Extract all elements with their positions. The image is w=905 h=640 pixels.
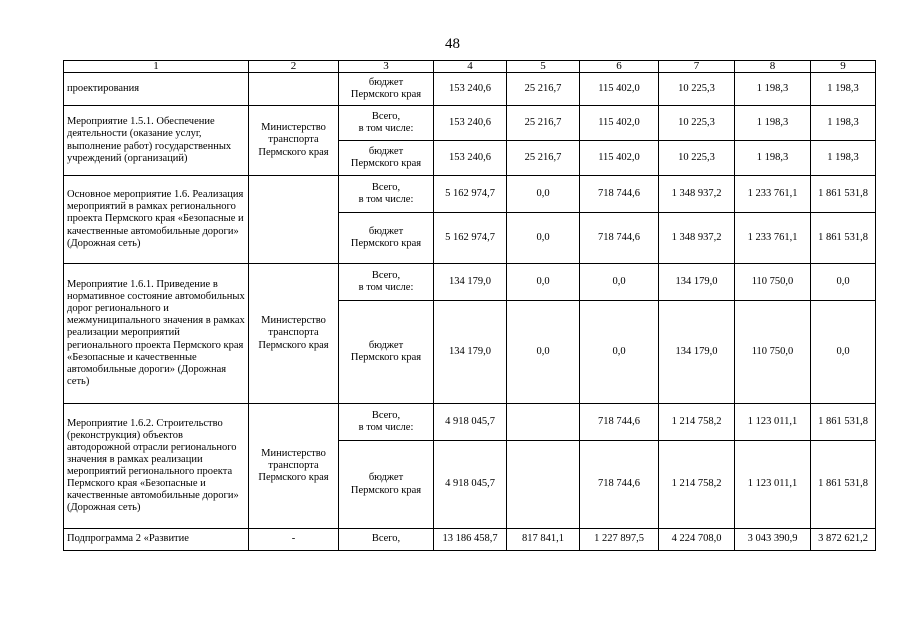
value-cell: 110 750,0 — [735, 301, 811, 404]
value-cell: 1 198,3 — [735, 73, 811, 106]
value-cell: 0,0 — [507, 301, 580, 404]
value-cell: 718 744,6 — [580, 213, 659, 264]
column-header: 8 — [735, 61, 811, 73]
value-cell: 1 198,3 — [811, 73, 876, 106]
funding-source: Всего, в том числе: — [339, 264, 434, 301]
value-cell: 115 402,0 — [580, 73, 659, 106]
value-cell: 1 233 761,1 — [735, 176, 811, 213]
value-cell: 1 198,3 — [811, 106, 876, 141]
value-cell: 110 750,0 — [735, 264, 811, 301]
funding-source: бюджет Пермского края — [339, 213, 434, 264]
value-cell: 0,0 — [811, 264, 876, 301]
value-cell: 13 186 458,7 — [434, 529, 507, 551]
executor — [249, 73, 339, 106]
value-cell: 0,0 — [507, 264, 580, 301]
value-cell: 1 198,3 — [735, 141, 811, 176]
value-cell: 153 240,6 — [434, 141, 507, 176]
value-cell: 1 861 531,8 — [811, 176, 876, 213]
executor — [249, 176, 339, 264]
table-row — [64, 176, 876, 213]
activity-name: Мероприятие 1.5.1. Обеспечение деятельности (оказание услуг, выполнение работ) государственных учреждений (организаций) — [64, 106, 249, 176]
column-header: 1 — [64, 61, 249, 73]
funding-source: Всего, в том числе: — [339, 106, 434, 141]
value-cell: 10 225,3 — [659, 73, 735, 106]
column-header: 4 — [434, 61, 507, 73]
value-cell: 153 240,6 — [434, 73, 507, 106]
value-cell: 1 348 937,2 — [659, 213, 735, 264]
value-cell: 4 918 045,7 — [434, 404, 507, 441]
funding-source: бюджет Пермского края — [339, 441, 434, 529]
value-cell: 10 225,3 — [659, 106, 735, 141]
column-header: 9 — [811, 61, 876, 73]
column-number-row — [64, 61, 876, 73]
value-cell: 0,0 — [507, 213, 580, 264]
value-cell: 25 216,7 — [507, 73, 580, 106]
value-cell: 1 348 937,2 — [659, 176, 735, 213]
value-cell: 1 861 531,8 — [811, 213, 876, 264]
value-cell: 1 198,3 — [811, 141, 876, 176]
value-cell — [507, 404, 580, 441]
value-cell: 134 179,0 — [434, 301, 507, 404]
funding-source: Всего, — [339, 529, 434, 551]
value-cell: 718 744,6 — [580, 176, 659, 213]
column-header: 2 — [249, 61, 339, 73]
value-cell: 134 179,0 — [434, 264, 507, 301]
value-cell: 3 872 621,2 — [811, 529, 876, 551]
executor: Министерство транспорта Пермского края — [249, 106, 339, 176]
executor: - — [249, 529, 339, 551]
value-cell: 115 402,0 — [580, 106, 659, 141]
value-cell: 0,0 — [580, 301, 659, 404]
value-cell: 134 179,0 — [659, 264, 735, 301]
value-cell: 1 861 531,8 — [811, 404, 876, 441]
value-cell: 25 216,7 — [507, 106, 580, 141]
value-cell: 153 240,6 — [434, 106, 507, 141]
budget-table — [63, 60, 876, 551]
funding-source: Всего, в том числе: — [339, 176, 434, 213]
value-cell: 1 123 011,1 — [735, 404, 811, 441]
funding-source: бюджет Пермского края — [339, 301, 434, 404]
funding-source: бюджет Пермского края — [339, 141, 434, 176]
value-cell: 1 214 758,2 — [659, 441, 735, 529]
column-header: 3 — [339, 61, 434, 73]
executor: Министерство транспорта Пермского края — [249, 404, 339, 529]
activity-name: Мероприятие 1.6.2. Строительство (реконструкция) объектов автодорожной отрасли регионального значения в рамках реализации мероприятий регионального проекта Пермского края «Безопасные и качественные автомобильные дороги» (Дорожная сеть) — [64, 404, 249, 529]
value-cell: 134 179,0 — [659, 301, 735, 404]
value-cell: 1 227 897,5 — [580, 529, 659, 551]
value-cell: 718 744,6 — [580, 441, 659, 529]
value-cell: 115 402,0 — [580, 141, 659, 176]
value-cell: 817 841,1 — [507, 529, 580, 551]
value-cell: 0,0 — [507, 176, 580, 213]
table-row — [64, 404, 876, 441]
value-cell: 1 861 531,8 — [811, 441, 876, 529]
executor: Министерство транспорта Пермского края — [249, 264, 339, 404]
value-cell: 10 225,3 — [659, 141, 735, 176]
value-cell: 4 918 045,7 — [434, 441, 507, 529]
value-cell: 718 744,6 — [580, 404, 659, 441]
value-cell: 0,0 — [811, 301, 876, 404]
column-header: 5 — [507, 61, 580, 73]
value-cell — [507, 441, 580, 529]
value-cell: 0,0 — [580, 264, 659, 301]
value-cell: 25 216,7 — [507, 141, 580, 176]
value-cell: 1 233 761,1 — [735, 213, 811, 264]
value-cell: 1 214 758,2 — [659, 404, 735, 441]
table-row — [64, 264, 876, 301]
column-header: 6 — [580, 61, 659, 73]
value-cell: 5 162 974,7 — [434, 213, 507, 264]
activity-name: Основное мероприятие 1.6. Реализация мероприятий в рамках регионального проекта Пермского края «Безопасные и качественные автомобильные дороги» (Дорожная сеть) — [64, 176, 249, 264]
table-row — [64, 73, 876, 106]
activity-name: Мероприятие 1.6.1. Приведение в нормативное состояние автомобильных дорог регионального и межмуниципального значения в рамках реализации мероприятий регионального проекта Пермского края «Безопасные и качественные автомобильные дороги» (Дорожная сеть) — [64, 264, 249, 404]
value-cell: 1 198,3 — [735, 106, 811, 141]
column-header: 7 — [659, 61, 735, 73]
activity-name: Подпрограмма 2 «Развитие — [64, 529, 249, 551]
page-number: 48 — [445, 36, 460, 52]
funding-source: Всего, в том числе: — [339, 404, 434, 441]
value-cell: 1 123 011,1 — [735, 441, 811, 529]
value-cell: 5 162 974,7 — [434, 176, 507, 213]
value-cell: 4 224 708,0 — [659, 529, 735, 551]
funding-source: бюджет Пермского края — [339, 73, 434, 106]
table-row — [64, 106, 876, 141]
value-cell: 3 043 390,9 — [735, 529, 811, 551]
activity-name: проектирования — [64, 73, 249, 106]
table-row — [64, 529, 876, 551]
